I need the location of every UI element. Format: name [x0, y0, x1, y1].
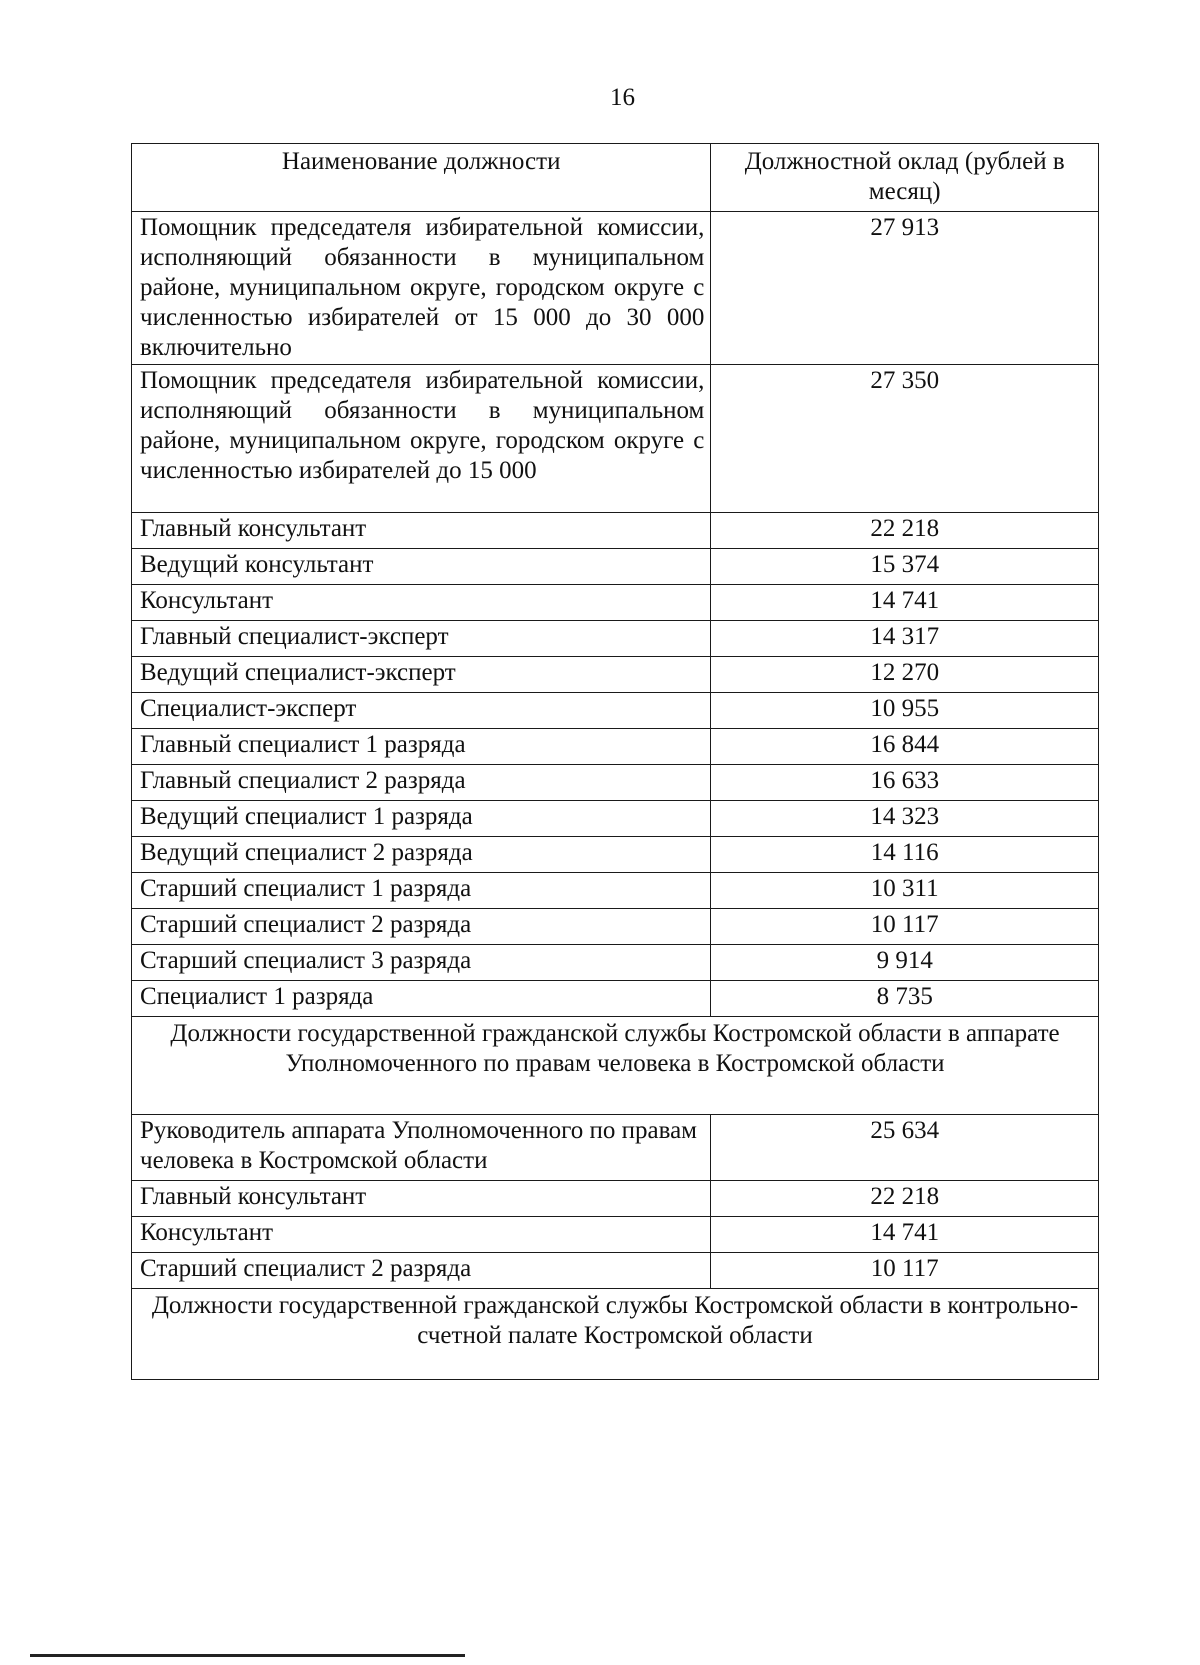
salary-value: 27 350: [711, 365, 1099, 513]
table-row: [132, 1181, 1099, 1217]
header-salary: Должностной оклад (рублей в месяц): [711, 144, 1099, 212]
table-row: [132, 1253, 1099, 1289]
table-row: [132, 837, 1099, 873]
position-name: Главный специалист 2 разряда: [132, 765, 711, 801]
section-title-audit-chamber: Должности государственной гражданской службы Костромской области в контрольно-счетной палате Костромской области: [132, 1289, 1099, 1380]
salary-value: 8 735: [711, 981, 1099, 1017]
page-number: 16: [610, 84, 635, 111]
salary-value: 10 117: [711, 1253, 1099, 1289]
table-row: [132, 549, 1099, 585]
salary-value: 12 270: [711, 657, 1099, 693]
salary-value: 27 913: [711, 212, 1099, 365]
table-row: [132, 801, 1099, 837]
position-name: Консультант: [132, 585, 711, 621]
table-row: [132, 657, 1099, 693]
salary-value: 16 633: [711, 765, 1099, 801]
table-row: [132, 945, 1099, 981]
position-name: Ведущий специалист 1 разряда: [132, 801, 711, 837]
position-name: Руководитель аппарата Уполномоченного по правам человека в Костромской области: [132, 1115, 711, 1181]
salary-value: 16 844: [711, 729, 1099, 765]
position-name: Старший специалист 3 разряда: [132, 945, 711, 981]
table-row: [132, 365, 1099, 513]
footer-rule: [30, 1654, 465, 1657]
position-name: Главный специалист-эксперт: [132, 621, 711, 657]
section-header-row: [132, 1017, 1099, 1115]
position-name: Помощник председателя избирательной комиссии, исполняющий обязанности в муниципальном районе, муниципальном округе, городском округе с численностью избирателей от 15 000 до 30 000 включительно: [132, 212, 711, 365]
position-name: Старший специалист 2 разряда: [132, 909, 711, 945]
table-row: [132, 513, 1099, 549]
table-row: [132, 909, 1099, 945]
salary-value: 14 741: [711, 1217, 1099, 1253]
position-name: Главный консультант: [132, 513, 711, 549]
table-row: [132, 621, 1099, 657]
table-row: [132, 1217, 1099, 1253]
salary-value: 22 218: [711, 513, 1099, 549]
table-row: [132, 729, 1099, 765]
salary-value: 15 374: [711, 549, 1099, 585]
table-row: [132, 693, 1099, 729]
salary-value: 14 323: [711, 801, 1099, 837]
position-name: Главный специалист 1 разряда: [132, 729, 711, 765]
table-row: [132, 981, 1099, 1017]
position-name: Старший специалист 1 разряда: [132, 873, 711, 909]
position-name: Помощник председателя избирательной комиссии, исполняющий обязанности в муниципальном районе, муниципальном округе, городском округе с численностью избирателей до 15 000: [132, 365, 711, 513]
section-title-ombudsman: Должности государственной гражданской службы Костромской области в аппарате Уполномоченного по правам человека в Костромской области: [132, 1017, 1099, 1115]
table-row: [132, 873, 1099, 909]
position-name: Старший специалист 2 разряда: [132, 1253, 711, 1289]
salary-value: 10 311: [711, 873, 1099, 909]
position-name: Ведущий консультант: [132, 549, 711, 585]
position-name: Консультант: [132, 1217, 711, 1253]
salary-value: 25 634: [711, 1115, 1099, 1181]
section-header-row: [132, 1289, 1099, 1380]
position-name: Ведущий специалист-эксперт: [132, 657, 711, 693]
table-row: [132, 765, 1099, 801]
position-name: Главный консультант: [132, 1181, 711, 1217]
salary-table: [131, 143, 1099, 1380]
table-row: [132, 585, 1099, 621]
table-header-row: [132, 144, 1099, 212]
salary-value: 22 218: [711, 1181, 1099, 1217]
position-name: Специалист-эксперт: [132, 693, 711, 729]
salary-value: 14 116: [711, 837, 1099, 873]
salary-value: 10 117: [711, 909, 1099, 945]
salary-value: 9 914: [711, 945, 1099, 981]
position-name: Специалист 1 разряда: [132, 981, 711, 1017]
table-row: [132, 212, 1099, 365]
table-row: [132, 1115, 1099, 1181]
header-position-name: Наименование должности: [132, 144, 711, 212]
position-name: Ведущий специалист 2 разряда: [132, 837, 711, 873]
salary-value: 14 741: [711, 585, 1099, 621]
salary-value: 10 955: [711, 693, 1099, 729]
salary-value: 14 317: [711, 621, 1099, 657]
